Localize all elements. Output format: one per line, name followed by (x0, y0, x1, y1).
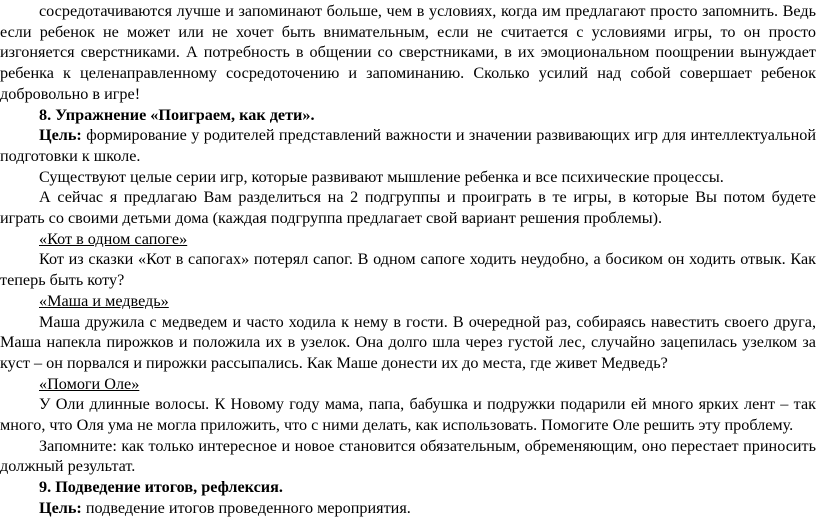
game-title-masha-and-bear (0, 291, 816, 312)
goal-label-8: Цель: (39, 126, 82, 145)
goal-label-9: Цель: (39, 498, 82, 517)
paragraph-remember-note: Запомните: как только интересное и новое становится обязательным, обременяющим, оно перестает приносить должный результат. (0, 436, 816, 476)
goal-text-9: подведение итогов проведенного мероприятия. (81, 498, 411, 517)
paragraph-olya-story: У Оли длинные волосы. К Новому году мама, папа, бабушка и подружки подарили ей много ярких лент – так много, что Оля ума не могла приложить, что с ними делать, как использовать. Помогите Оле решить эту проблему. (0, 395, 816, 435)
game-title-masha-and-bear-text: «Маша и медведь» (39, 291, 169, 310)
paragraph-masha-story: Маша дружила с медведем и часто ходила к нему в гости. В очередной раз, собираясь навестить своего друга, Маша напекла пирожков и положила их в узелок. Она долго шла через густой лес, случайно зацепилась узелком за куст – он порвался и пирожки рассыпались. Как Маше донести их до места, где живет Медведь? (0, 312, 816, 372)
paragraph-goal-exercise-8 (0, 125, 816, 166)
paragraph-split-subgroups: А сейчас я предлагаю Вам разделиться на 2 подгруппы и проиграть в те игры, в которые Вы потом будете играть со своими детьми дома (каждая подгруппа предлагает свой вариант решения проблемы). (0, 188, 816, 228)
game-title-help-olya-text: «Помоги Оле» (39, 374, 140, 393)
section-heading-exercise-8: 8. Упражнение «Поиграем, как дети». (39, 105, 315, 124)
section-heading-summary-9: 9. Подведение итогов, рефлексия. (39, 478, 283, 497)
game-title-cat-in-one-boot (0, 229, 816, 250)
game-title-help-olya (0, 374, 816, 395)
goal-text-8: формирование у родителей представлений важности и значении развивающих игр для интеллектуальной подготовки к школе. (0, 126, 816, 165)
paragraph-game-memory-continued: сосредотачиваются лучше и запоминают больше, чем в условиях, когда им предлагают просто запомнить. Ведь если ребенок не может или не хочет быть внимательным, если не считается с условиями игры, то он просто изгоняется сверстниками. А потребность в общении со сверстниками, в их эмоциональном поощрении вынуждает ребенка к целенаправленному сосредоточению и запоминанию. Сколько усилий над собой совершает ребенок добровольно в игре! (0, 2, 816, 103)
paragraph-game-series: Существуют целые серии игр, которые развивают мышление ребенка и все психические процессы. (39, 167, 724, 186)
paragraph-goal-summary-9 (0, 498, 816, 519)
paragraph-cat-story: Кот из сказки «Кот в сапогах» потерял сапог. В одном сапоге ходить неудобно, а босиком он ходить отвык. Как теперь быть коту? (0, 250, 816, 290)
game-title-cat-in-one-boot-text: «Кот в одном сапоге» (39, 229, 188, 248)
